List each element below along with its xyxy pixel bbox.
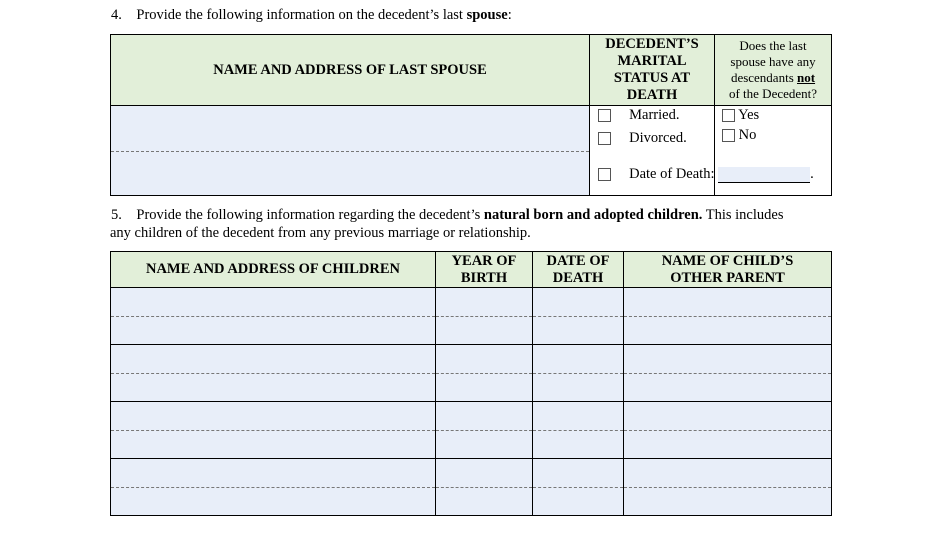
- section-number: 4.: [111, 7, 122, 23]
- header-line: YEAR OF: [451, 252, 517, 269]
- child-row: [111, 373, 832, 402]
- children-name-header: NAME AND ADDRESS OF CHILDREN: [111, 252, 436, 288]
- header-line: DATE OF: [546, 252, 610, 269]
- header-emphasis: not: [797, 70, 816, 85]
- header-text: descendants: [730, 70, 797, 85]
- child-parent-field[interactable]: [624, 373, 832, 402]
- marital-status-header: [590, 35, 715, 106]
- child-row: [111, 459, 832, 488]
- child-death-field[interactable]: [533, 345, 624, 374]
- section-text-end: This includes: [702, 207, 784, 223]
- child-row: [111, 345, 832, 374]
- child-year-field[interactable]: [436, 487, 533, 516]
- child-parent-field[interactable]: [624, 316, 832, 345]
- child-parent-field[interactable]: [624, 487, 832, 516]
- header-line: [715, 70, 831, 86]
- child-name-field[interactable]: [111, 430, 436, 459]
- child-death-field[interactable]: [533, 487, 624, 516]
- section-text-bold: spouse: [466, 7, 508, 23]
- child-death-field[interactable]: [533, 373, 624, 402]
- yes-option[interactable]: [722, 107, 759, 124]
- option-label: Date of Death:: [629, 166, 715, 182]
- option-label: Married.: [629, 107, 680, 123]
- married-checkbox[interactable]: [598, 109, 611, 122]
- yes-checkbox[interactable]: [722, 109, 735, 122]
- header-line: STATUS AT: [613, 70, 691, 86]
- option-label: No: [738, 127, 757, 143]
- child-parent-field[interactable]: [624, 288, 832, 317]
- date-of-death-field[interactable]: [718, 167, 810, 183]
- child-parent-field[interactable]: [624, 430, 832, 459]
- child-year-field[interactable]: [436, 345, 533, 374]
- section-text: Provide the following information on the decedent’s last: [136, 7, 467, 23]
- child-row: [111, 288, 832, 317]
- header-line: MARITAL: [617, 53, 687, 69]
- child-row: [111, 316, 832, 345]
- child-parent-field[interactable]: [624, 345, 832, 374]
- child-death-field[interactable]: [533, 288, 624, 317]
- child-row: [111, 430, 832, 459]
- divorced-option[interactable]: [598, 130, 687, 147]
- child-year-field[interactable]: [436, 288, 533, 317]
- no-checkbox[interactable]: [722, 129, 735, 142]
- header-line: NAME OF CHILD’S: [661, 252, 794, 269]
- child-name-field[interactable]: [111, 402, 436, 431]
- child-death-field[interactable]: [533, 459, 624, 488]
- section-text: Provide the following information regarding the decedent’s: [136, 207, 484, 223]
- children-table: [110, 251, 832, 516]
- child-name-field[interactable]: [111, 345, 436, 374]
- section-4-heading: [111, 7, 512, 24]
- header-line: OTHER PARENT: [670, 269, 785, 286]
- married-option[interactable]: [598, 107, 679, 124]
- child-name-field[interactable]: [111, 373, 436, 402]
- date-of-death-header: [533, 252, 624, 288]
- child-year-field[interactable]: [436, 373, 533, 402]
- header-line: DEATH: [626, 87, 678, 103]
- header-line: BIRTH: [460, 269, 508, 286]
- child-name-field[interactable]: [111, 459, 436, 488]
- children-rows: [111, 288, 832, 516]
- child-death-field[interactable]: [533, 402, 624, 431]
- period: .: [810, 166, 814, 182]
- option-label: Yes: [738, 107, 760, 123]
- descendants-header: [715, 35, 832, 106]
- child-name-field[interactable]: [111, 487, 436, 516]
- child-year-field[interactable]: [436, 430, 533, 459]
- child-name-field[interactable]: [111, 316, 436, 345]
- spouse-address-field[interactable]: [111, 152, 590, 196]
- child-name-field[interactable]: [111, 288, 436, 317]
- child-parent-field[interactable]: [624, 459, 832, 488]
- header-line: spouse have any: [730, 54, 816, 69]
- other-parent-header: [624, 252, 832, 288]
- header-line: DEATH: [552, 269, 604, 286]
- date-of-death-checkbox[interactable]: [598, 168, 611, 181]
- option-label: Divorced.: [629, 130, 687, 146]
- child-year-field[interactable]: [436, 402, 533, 431]
- child-row: [111, 487, 832, 516]
- child-row: [111, 402, 832, 431]
- child-year-field[interactable]: [436, 459, 533, 488]
- child-death-field[interactable]: [533, 316, 624, 345]
- section-text-bold: natural born and adopted children.: [483, 207, 703, 223]
- date-of-death-option[interactable]: [598, 166, 814, 183]
- header-line: DECEDENT’S: [605, 36, 699, 52]
- section-number: 5.: [111, 207, 122, 223]
- year-of-birth-header: [436, 252, 533, 288]
- spouse-name-header: NAME AND ADDRESS OF LAST SPOUSE: [111, 35, 590, 106]
- header-line: Does the last: [739, 38, 807, 53]
- header-line: of the Decedent?: [728, 86, 818, 101]
- child-parent-field[interactable]: [624, 402, 832, 431]
- section-text-end: :: [507, 7, 512, 23]
- no-option[interactable]: [722, 127, 756, 144]
- divorced-checkbox[interactable]: [598, 132, 611, 145]
- section-5-heading-line2: any children of the decedent from any previous marriage or relationship.: [110, 225, 531, 241]
- child-death-field[interactable]: [533, 430, 624, 459]
- child-year-field[interactable]: [436, 316, 533, 345]
- spouse-name-field[interactable]: [111, 106, 590, 152]
- section-5-heading: [111, 207, 783, 224]
